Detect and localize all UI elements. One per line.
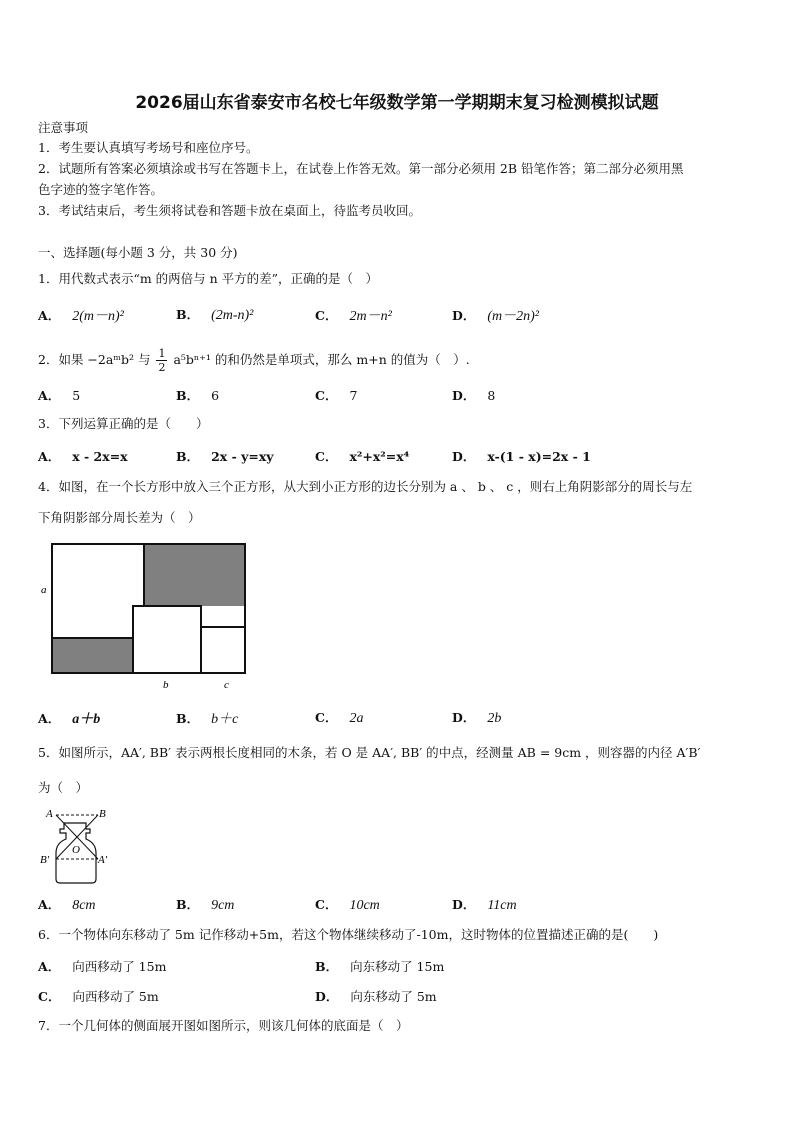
option-label: A． <box>38 308 61 323</box>
q1-option-d[interactable] <box>452 305 539 325</box>
q3-option-b[interactable] <box>176 447 274 465</box>
option-text: (m－2n)² <box>487 309 539 324</box>
q4-option-d[interactable] <box>452 708 501 727</box>
square-b <box>133 606 201 673</box>
notes-heading: 注意事项 <box>38 120 89 135</box>
question-3-stem: 3．下列运算正确的是（ ） <box>38 416 209 431</box>
label-b: b <box>163 679 169 691</box>
square-a <box>52 544 144 638</box>
fraction-numerator: 1 <box>158 347 166 360</box>
option-text: 8cm <box>72 898 96 913</box>
label-B: B <box>99 808 106 820</box>
option-label: D． <box>315 989 339 1004</box>
option-text: 2b <box>487 711 502 726</box>
option-text: 8 <box>487 388 496 403</box>
option-text: (2m-n)² <box>211 308 254 323</box>
option-label: B． <box>176 711 200 726</box>
q5-option-c[interactable] <box>315 895 380 914</box>
option-text: 5 <box>72 388 81 403</box>
top-right-shaded-region <box>144 544 245 606</box>
q2-option-d[interactable] <box>452 386 495 404</box>
q3-option-d[interactable] <box>452 447 591 465</box>
option-label: B． <box>315 959 339 974</box>
option-text: 2m－n² <box>349 309 392 324</box>
note-item: 1．考生要认真填写考场号和座位序号。 <box>38 140 259 155</box>
label-B-prime: B′ <box>40 854 50 866</box>
option-label: A． <box>38 449 61 464</box>
q2-option-a[interactable] <box>38 386 80 404</box>
option-label: B． <box>176 449 200 464</box>
page-title: 2026届山东省泰安市名校七年级数学第一学期期末复习检测模拟试题 <box>135 93 659 113</box>
option-text: 6 <box>211 388 220 403</box>
option-label: C． <box>315 308 338 323</box>
option-label: D． <box>452 449 476 464</box>
label-a: a <box>41 584 47 596</box>
option-text: 10cm <box>349 898 380 913</box>
q1-option-c[interactable] <box>315 305 392 325</box>
option-text: 向东移动了 5m <box>350 989 437 1004</box>
q6-option-b[interactable] <box>315 957 444 975</box>
question-4-stem-line-2: 下角阴影部分周长差为（ ） <box>38 510 201 525</box>
q5-option-a[interactable] <box>38 895 96 914</box>
label-A: A <box>46 808 53 820</box>
option-label: C． <box>315 388 338 403</box>
fraction-denominator: 2 <box>158 361 166 374</box>
q6-option-a[interactable] <box>38 957 166 975</box>
option-label: D． <box>452 710 476 725</box>
option-text: 2a <box>349 711 364 726</box>
note-item: 3．考试结束后，考生须将试卷和答题卡放在桌面上，待监考员收回。 <box>38 203 421 218</box>
option-label: A． <box>38 388 61 403</box>
q2-option-c[interactable] <box>315 386 357 404</box>
option-text: 向东移动了 15m <box>350 959 445 974</box>
option-text: 2(m－n)² <box>72 309 124 324</box>
option-label: C． <box>38 989 61 1004</box>
option-label: D． <box>452 388 476 403</box>
option-label: A． <box>38 959 61 974</box>
option-label: C． <box>315 710 338 725</box>
option-label: C． <box>315 449 338 464</box>
section-heading: 一、选择题(每小题 3 分，共 30 分) <box>38 245 238 260</box>
q4-option-a[interactable] <box>38 708 100 728</box>
q6-option-c[interactable] <box>38 987 159 1005</box>
q1-option-b[interactable] <box>176 305 253 324</box>
q4-rectangle-figure <box>36 538 256 694</box>
q6-option-d[interactable] <box>315 987 437 1005</box>
option-text: b＋c <box>211 712 239 727</box>
fraction <box>156 347 167 374</box>
q3-option-c[interactable] <box>315 447 409 465</box>
option-text: 2x - y=xy <box>211 449 274 464</box>
question-5-stem-line-2: 为（ ） <box>38 780 89 795</box>
option-text: 7 <box>349 388 358 403</box>
q4-option-c[interactable] <box>315 708 363 727</box>
question-4-stem-line-1: 4．如图，在一个长方形中放入三个正方形，从大到小正方形的边长分别为 a 、 b 、 c ，则右上角阴影部分的周长与左 <box>38 479 693 494</box>
option-text: x - 2x=x <box>72 449 128 464</box>
option-text: x-(1 - x)=2x - 1 <box>487 449 591 464</box>
q2-stem-part-2: a⁵bⁿ⁺¹ 的和仍然是单项式，那么 m+n 的值为（ ）. <box>173 352 470 367</box>
option-text: x²+x²=x⁴ <box>349 449 410 464</box>
note-item: 色字迹的签字笔作答。 <box>38 182 164 197</box>
question-7-stem: 7．一个几何体的侧面展开图如图所示，则该几何体的底面是（ ） <box>38 1018 409 1033</box>
option-text: 向西移动了 5m <box>72 989 159 1004</box>
option-text: 11cm <box>487 898 517 913</box>
option-text: 向西移动了 15m <box>72 959 167 974</box>
option-label: B． <box>176 897 200 912</box>
q3-option-a[interactable] <box>38 447 128 465</box>
option-label: B． <box>176 388 200 403</box>
q2-stem-part-1: 2．如果 −2aᵐb² 与 <box>38 352 151 367</box>
option-label: B． <box>176 307 200 322</box>
q1-option-a[interactable] <box>38 305 124 325</box>
note-item: 2．试题所有答案必须填涂或书写在答题卡上，在试卷上作答无效。第一部分必须用 2B 铅笔作答；第二部分必须用黑 <box>38 161 684 176</box>
label-O: O <box>72 844 80 856</box>
bottom-left-shaded-region <box>52 638 133 673</box>
option-label: A． <box>38 711 61 726</box>
option-label: D． <box>452 308 476 323</box>
question-5-stem-line-1: 5．如图所示，AA′, BB′ 表示两根长度相同的木条，若 O 是 AA′, BB′ 的中点，经测量 AB = 9cm ，则容器的内径 A′B′ <box>38 745 701 760</box>
option-label: D． <box>452 897 476 912</box>
q5-container-figure <box>36 803 116 887</box>
label-A-prime: A′ <box>98 854 108 866</box>
option-label: A． <box>38 897 61 912</box>
option-text: a＋b <box>72 712 101 727</box>
question-6-stem: 6．一个物体向东移动了 5m 记作移动+5m，若这个物体继续移动了-10m，这时物体的位置描述正确的是( ) <box>38 927 659 942</box>
q5-option-b[interactable] <box>176 895 234 914</box>
square-c <box>201 627 245 673</box>
option-label: C． <box>315 897 338 912</box>
option-text: 9cm <box>211 898 235 913</box>
q4-option-b[interactable] <box>176 708 238 728</box>
q5-option-d[interactable] <box>452 895 517 914</box>
question-1-stem: 1．用代数式表示“m 的两倍与 n 平方的差”，正确的是（ ） <box>38 271 379 286</box>
q2-option-b[interactable] <box>176 386 219 404</box>
question-2-stem <box>38 347 470 374</box>
label-c: c <box>224 679 229 691</box>
